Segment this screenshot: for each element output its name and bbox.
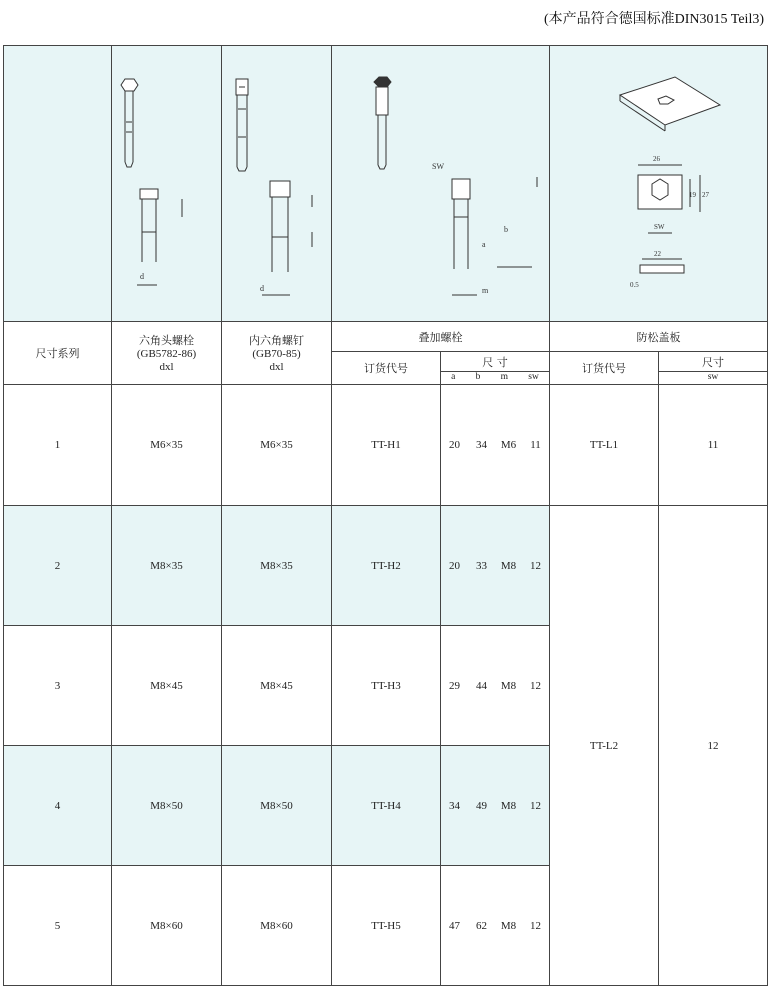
hex-bolt-drawing bbox=[112, 46, 222, 322]
empty-corner-cell bbox=[4, 46, 112, 322]
series-cell: 5 bbox=[4, 866, 112, 986]
table-row bbox=[4, 385, 768, 506]
dim-a: 20 bbox=[449, 559, 460, 572]
col-a: a bbox=[451, 371, 456, 382]
lock-order-code-header: 订货代号 bbox=[550, 352, 659, 385]
series-cell: 4 bbox=[4, 746, 112, 866]
lock-code-cell: TT-L2 bbox=[550, 506, 659, 986]
stack-order-code-header: 订货代号 bbox=[332, 352, 441, 385]
standard-note: (本产品符合德国标准DIN3015 Teil3) bbox=[543, 12, 764, 27]
code-cell: TT-H1 bbox=[332, 385, 441, 506]
socket-screw-icon bbox=[222, 47, 330, 321]
dim-b: 49 bbox=[476, 799, 487, 812]
hex-cell: M8×35 bbox=[112, 506, 222, 626]
col-m: m bbox=[500, 371, 509, 382]
stack-size-label: 尺 寸 bbox=[441, 355, 549, 372]
hex-bolt-name: 六角头螺栓 bbox=[139, 334, 194, 347]
lock-size-header bbox=[659, 352, 768, 385]
socket-screw-header bbox=[222, 322, 332, 385]
socket-cell: M6×35 bbox=[222, 385, 332, 506]
dim-b: 62 bbox=[476, 919, 487, 932]
code-cell: TT-H4 bbox=[332, 746, 441, 866]
code-cell: TT-H5 bbox=[332, 866, 441, 986]
lock-plate-header: 防松盖板 bbox=[550, 322, 768, 352]
label-sw-2: SW bbox=[654, 222, 665, 231]
hex-cell: M8×45 bbox=[112, 626, 222, 746]
label-d: d bbox=[140, 271, 144, 281]
header-row-1 bbox=[4, 322, 768, 352]
label-m: m bbox=[482, 285, 489, 295]
dim-m: M8 bbox=[500, 679, 517, 692]
table-row bbox=[4, 506, 768, 626]
lock-size-label: 尺寸 bbox=[659, 355, 767, 372]
dims-cell bbox=[441, 385, 550, 506]
lock-col-sw: sw bbox=[707, 371, 719, 382]
socket-cell: M8×45 bbox=[222, 626, 332, 746]
hex-bolt-header bbox=[112, 322, 222, 385]
hex-bolt-icon bbox=[112, 47, 220, 321]
stack-bolt-header: 叠加螺栓 bbox=[332, 322, 550, 352]
series-cell: 2 bbox=[4, 506, 112, 626]
hex-bolt-std: (GB5782-86) bbox=[136, 348, 197, 360]
socket-cell: M8×60 bbox=[222, 866, 332, 986]
dim-b: 33 bbox=[476, 559, 487, 572]
socket-screw-name: 内六角螺钉 bbox=[249, 334, 304, 347]
dims-cell bbox=[441, 626, 550, 746]
lock-sw-cell: 11 bbox=[659, 385, 768, 506]
code-cell: TT-H2 bbox=[332, 506, 441, 626]
socket-cell: M8×50 bbox=[222, 746, 332, 866]
hex-cell: M6×35 bbox=[112, 385, 222, 506]
stack-bolt-drawing bbox=[332, 46, 550, 322]
series-cell: 1 bbox=[4, 385, 112, 506]
dim-sw: 12 bbox=[530, 919, 541, 932]
dim-a: 20 bbox=[449, 439, 460, 451]
size-series-header: 尺寸系列 bbox=[4, 322, 112, 385]
label-a: a bbox=[482, 239, 486, 249]
lock-plate-icon bbox=[550, 47, 768, 321]
socket-screw-std: (GB70-85) bbox=[252, 348, 301, 360]
code-cell: TT-H3 bbox=[332, 626, 441, 746]
dims-cell bbox=[441, 506, 550, 626]
socket-screw-dim: dxl bbox=[269, 361, 284, 373]
label-27: 27 bbox=[702, 190, 709, 199]
label-26: 26 bbox=[653, 154, 660, 163]
dims-cell bbox=[441, 746, 550, 866]
label-22: 22 bbox=[654, 249, 661, 258]
stack-bolt-icon bbox=[332, 47, 550, 321]
dim-sw: 11 bbox=[530, 439, 541, 451]
dim-b: 44 bbox=[476, 679, 487, 692]
hex-bolt-dim: dxl bbox=[159, 361, 174, 373]
dim-sw: 12 bbox=[530, 559, 541, 572]
label-d-2: d bbox=[260, 283, 264, 293]
hex-cell: M8×50 bbox=[112, 746, 222, 866]
dim-sw: 12 bbox=[530, 679, 541, 692]
dim-m: M8 bbox=[500, 799, 517, 812]
lock-plate-drawing bbox=[550, 46, 768, 322]
label-05: 0.5 bbox=[630, 280, 639, 289]
dim-sw: 12 bbox=[530, 799, 541, 812]
dim-m: M6 bbox=[500, 439, 517, 451]
stack-size-header bbox=[441, 352, 550, 385]
label-sw: SW bbox=[432, 161, 444, 171]
lock-code-cell: TT-L1 bbox=[550, 385, 659, 506]
label-b: b bbox=[504, 224, 508, 234]
stack-size-cols bbox=[441, 372, 549, 382]
socket-cell: M8×35 bbox=[222, 506, 332, 626]
col-sw: sw bbox=[528, 371, 539, 382]
series-cell: 3 bbox=[4, 626, 112, 746]
dim-a: 34 bbox=[449, 799, 460, 812]
label-19: 19 bbox=[689, 190, 696, 199]
col-b: b bbox=[475, 371, 481, 382]
dim-a: 47 bbox=[449, 919, 460, 932]
spec-table bbox=[3, 45, 768, 986]
lock-sw-cell: 12 bbox=[659, 506, 768, 986]
dim-b: 34 bbox=[476, 439, 487, 451]
drawing-row bbox=[4, 46, 768, 322]
socket-screw-drawing bbox=[222, 46, 332, 322]
dim-m: M8 bbox=[500, 559, 517, 572]
dims-cell bbox=[441, 866, 550, 986]
dim-m: M8 bbox=[500, 919, 517, 932]
dim-a: 29 bbox=[449, 679, 460, 692]
hex-cell: M8×60 bbox=[112, 866, 222, 986]
